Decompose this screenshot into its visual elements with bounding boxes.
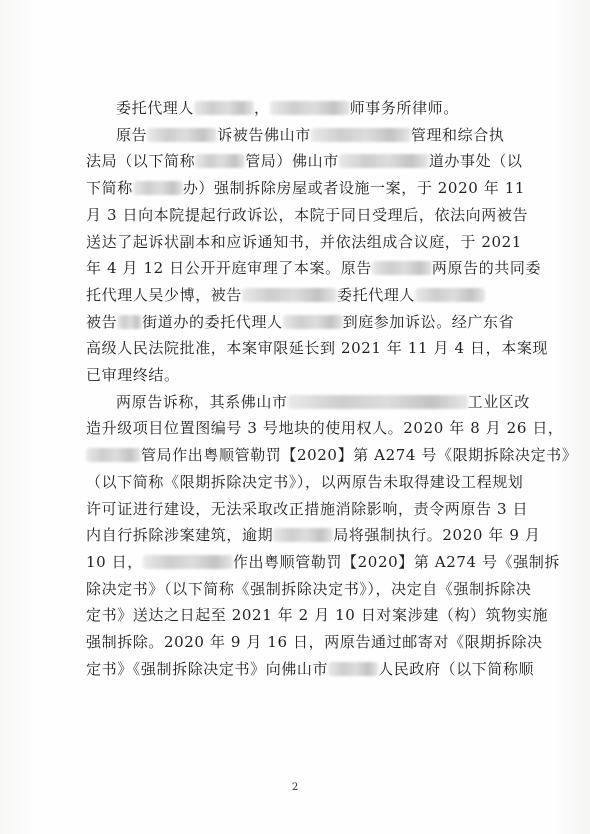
redaction-block (415, 288, 485, 302)
text-line (86, 151, 556, 171)
text-segment: 强制拆除。2020 年 9 月 16 日，两原告通过邮寄对《限期拆除决 (86, 633, 543, 651)
text-segment: 街道办的委托代理人 (142, 312, 283, 331)
text-line (86, 312, 556, 332)
redaction-block (273, 528, 333, 542)
text-segment: 两原告诉称，其系佛山市 (116, 392, 288, 411)
text-line (86, 472, 556, 492)
text-segment: 除决定书》（以下简称《强制拆除决定书》），决定自《强制拆除决 (86, 579, 532, 598)
text-segment: （以下简称《限期拆除决定书》），以两原告未取得建设工程规划 (86, 472, 524, 491)
text-segment: 管局作出粤顺管勒罚【2020】第 A274 号《限期拆除决定书》 (141, 446, 578, 465)
text-segment: 年 4 月 12 日公开开庭审理了本案。原告 (86, 259, 372, 278)
text-segment: 工业区改 (467, 392, 531, 411)
redaction-block (339, 154, 429, 168)
text-line (116, 125, 586, 145)
text-segment: 被告 (86, 312, 118, 331)
text-segment: 定书》《强制拆除决定书》向佛山市 (86, 659, 329, 678)
text-line (86, 365, 556, 385)
text-line (86, 232, 556, 252)
redaction-block (288, 395, 468, 409)
redaction-block (311, 128, 411, 142)
redaction-block (242, 288, 337, 302)
text-line (116, 98, 586, 118)
text-segment: 局将强制执行。2020 年 9 月 (333, 526, 541, 545)
text-segment: ， (254, 99, 270, 117)
text-segment: 管理和综合执 (410, 125, 505, 144)
text-segment: 托代理人吴少博，被告 (86, 285, 243, 304)
text-segment: 定书》送达之日起至 2021 年 2 月 10 日对案涉建（构）筑物实施 (86, 606, 549, 625)
text-segment: 高级人民法院批准，本案审限延长到 2021 年 11 月 4 日，本案现 (86, 339, 549, 358)
text-segment: 已审理终结。 (86, 366, 180, 384)
text-segment: 10 日， (86, 552, 143, 571)
text-segment: 送达了起诉状副本和应诉通知书，并依法组成合议庭，于 2021 (86, 232, 522, 251)
text-line (86, 632, 556, 652)
text-segment: 办）强制拆除房屋或者设施一案，于 2020 年 11 (182, 179, 525, 198)
redaction-block (283, 315, 343, 329)
text-line (86, 285, 556, 305)
text-segment: 月 3 日向本院提起行政诉讼，本院于同日受理后，依法向两被告 (86, 205, 529, 224)
redaction-block (372, 261, 432, 275)
text-segment: 诉被告佛山市 (217, 125, 311, 144)
text-line (86, 605, 556, 625)
text-segment: 委托代理人 (337, 285, 416, 304)
redaction-block (143, 555, 233, 569)
text-segment: 道办事处（以 (428, 152, 523, 171)
text-segment: 人民政府（以下简称顺 (378, 659, 535, 678)
text-segment: 委托代理人 (116, 99, 195, 117)
redaction-block (270, 101, 350, 115)
redaction-block (133, 181, 183, 195)
text-segment: 内自行拆除涉案建筑，逾期 (86, 526, 274, 545)
text-segment: 师事务所律师。 (349, 99, 459, 117)
text-line (86, 499, 556, 519)
text-segment: 原告 (116, 125, 148, 144)
text-segment: 两原告的共同委 (431, 259, 542, 278)
text-line (86, 418, 564, 438)
text-line (86, 552, 561, 572)
text-line (86, 178, 556, 198)
text-line (86, 258, 556, 278)
text-segment: 到庭参加诉讼。经广东省 (342, 312, 515, 331)
redaction-block (195, 154, 245, 168)
text-line (86, 525, 556, 545)
redaction-block (86, 448, 141, 462)
text-segment: 管局）佛山市 (245, 152, 339, 171)
text-segment: 下简称 (86, 179, 133, 198)
text-line (86, 338, 556, 358)
redaction-block (147, 128, 217, 142)
text-line (86, 205, 556, 225)
text-line (86, 659, 556, 679)
redaction-block (194, 101, 254, 115)
text-line (86, 579, 556, 599)
redaction-block (117, 315, 142, 329)
text-segment: 许可证进行建设，无法采取改正措施消除影响，责令两原告 3 日 (86, 499, 529, 518)
text-line (116, 392, 586, 412)
text-segment: 法局（以下简称 (86, 152, 196, 171)
text-segment: 造升级项目位置图编号 3 号地块的使用权人。2020 年 8 月 26 日， (86, 419, 564, 438)
text-line (86, 445, 578, 465)
text-segment: 作出粤顺管勒罚【2020】第 A274 号《强制拆 (232, 552, 561, 571)
page-number: 2 (291, 782, 299, 793)
redaction-block (328, 662, 378, 676)
